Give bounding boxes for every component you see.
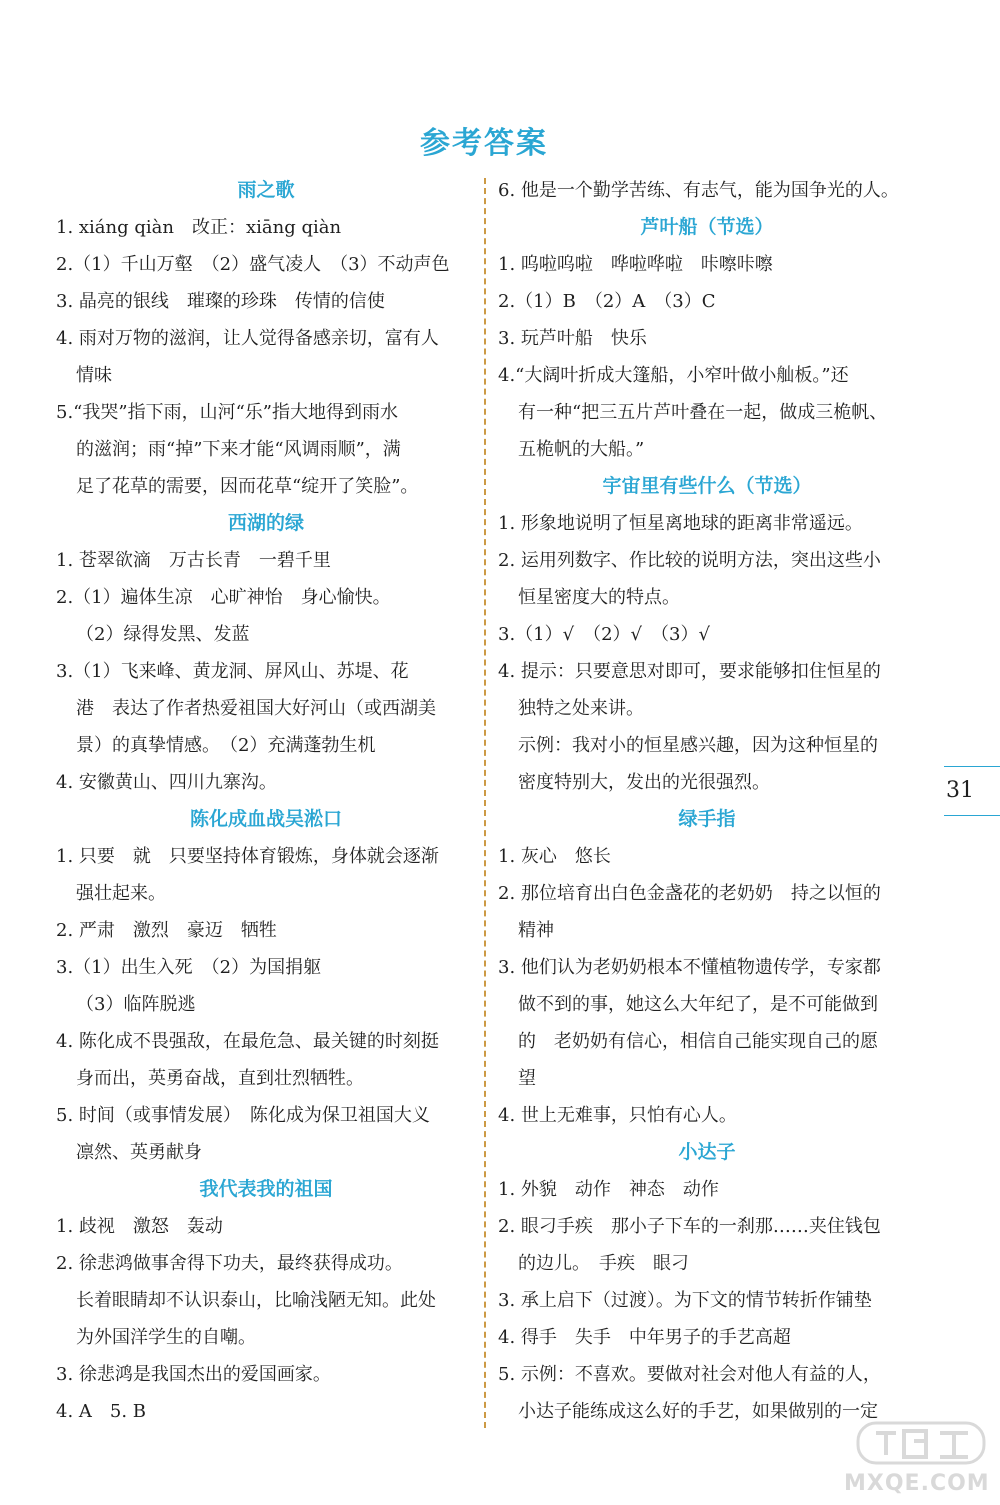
answer-continuation: 独特之处来讲。	[518, 698, 644, 719]
answer-line: 1. xiáng qiàn 改正：xiāng qiàn	[56, 217, 342, 238]
section-heading: 小达子	[678, 1141, 736, 1163]
answer-continuation: 身而出，英勇奋战，直到壮烈牺牲。	[76, 1068, 364, 1089]
answer-continuation: 凛然、英勇献身	[76, 1142, 202, 1163]
answer-line: 3.（1）出生入死 （2）为国捐躯	[56, 957, 322, 978]
answer-line: 1. 外貌 动作 神态 动作	[498, 1179, 719, 1200]
watermark-logo	[826, 1417, 990, 1497]
answer-line: 4. 安徽黄山、四川九寨沟。	[56, 772, 277, 793]
left-answer-column	[56, 172, 476, 1430]
answer-continuation: 的 老奶奶有信心，相信自己能实现自己的愿	[518, 1031, 878, 1052]
answer-line: 3. 玩芦叶船 快乐	[498, 328, 647, 349]
page-number: 31	[946, 778, 974, 803]
answer-continuation: 有一种“把三五片芦叶叠在一起，做成三桅帆、	[518, 402, 888, 423]
answer-continuation: 五桅帆的大船。”	[518, 439, 645, 460]
page-number-tab	[944, 766, 1000, 816]
answer-line: 2.（1）千山万壑 （2）盛气凌人 （3）不动声色	[56, 254, 450, 275]
section-heading: 绿手指	[678, 808, 736, 830]
answer-continuation: 强壮起来。	[76, 883, 166, 904]
section-heading: 陈化成血战吴淞口	[189, 808, 342, 830]
answer-continuation: 的滋润；雨“掉”下来才能“风调雨顺”，满	[76, 439, 401, 460]
answer-continuation: 港 表达了作者热爱祖国大好河山（或西湖美	[76, 698, 436, 719]
answer-continuation: 情味	[76, 365, 112, 386]
answer-continuation: 恒星密度大的特点。	[518, 587, 680, 608]
answer-continuation: 的边儿。 手疾 眼刁	[518, 1253, 689, 1274]
answer-line: 4.“大阔叶折成大篷船，小窄叶做小舢板。”还	[498, 365, 849, 386]
answer-line: 2.（1）B （2）A （3）C	[498, 291, 716, 312]
watermark-site: MXQE.COM	[844, 1471, 990, 1496]
answer-line: 3.（1）飞来峰、黄龙洞、屏风山、苏堤、花	[56, 661, 409, 682]
page-title: 参考答案	[420, 126, 548, 161]
section-heading: 宇宙里有些什么（节选）	[602, 475, 812, 497]
answer-line: 3. 晶亮的银线 璀璨的珍珠 传情的信使	[56, 291, 385, 312]
answer-line: 4. 提示：只要意思对即可，要求能够扣住恒星的	[498, 661, 881, 682]
column-divider	[484, 178, 486, 1428]
answer-line: 3.（1）√ （2）√ （3）√	[498, 624, 710, 645]
answer-line: 6. 他是一个勤学苦练、有志气，能为国争光的人。	[498, 180, 899, 201]
right-answer-column	[498, 172, 916, 1430]
answer-line: 3. 承上启下（过渡）。为下文的情节转折作铺垫	[498, 1290, 872, 1311]
answer-line: 2. 那位培育出白色金盏花的老奶奶 持之以恒的	[498, 883, 881, 904]
answer-line: 4. 雨对万物的滋润，让人觉得备感亲切，富有人	[56, 328, 439, 349]
section-heading: 我代表我的祖国	[199, 1178, 333, 1200]
answer-line: 3. 徐悲鸿是我国杰出的爱国画家。	[56, 1364, 331, 1385]
answer-continuation: 密度特别大，发出的光很强烈。	[518, 772, 770, 793]
answer-continuation: 精神	[518, 920, 554, 941]
answer-line: 2. 严肃 激烈 豪迈 牺牲	[56, 920, 277, 941]
answer-line: 5.“我哭”指下雨，山河“乐”指大地得到雨水	[56, 402, 398, 423]
answer-continuation: （3）临阵脱逃	[76, 994, 196, 1015]
answer-continuation: 望	[518, 1068, 536, 1089]
answer-line: 2. 徐悲鸿做事舍得下功夫，最终获得成功。	[56, 1253, 403, 1274]
answer-line: 4. 得手 失手 中年男子的手艺高超	[498, 1327, 791, 1348]
answer-line: 5. 示例：不喜欢。要做对社会对他人有益的人，	[498, 1364, 881, 1385]
answer-line: 2. 眼刁手疾 那小子下车的一刹那……夹住钱包	[498, 1216, 881, 1237]
answer-line: 1. 苍翠欲滴 万古长青 一碧千里	[56, 550, 331, 571]
answer-line: 4. 陈化成不畏强敌，在最危急、最关键的时刻挺	[56, 1031, 439, 1052]
answer-line: 2.（1）遍体生凉 心旷神怡 身心愉快。	[56, 587, 391, 608]
answer-line: 2. 运用列数字、作比较的说明方法，突出这些小	[498, 550, 881, 571]
section-heading: 芦叶船（节选）	[640, 216, 774, 238]
answer-line: 5. 时间（或事情发展） 陈化成为保卫祖国大义	[56, 1105, 430, 1126]
answer-continuation: 景）的真挚情感。 （2）充满蓬勃生机	[76, 735, 376, 756]
answer-line: 3. 他们认为老奶奶根本不懂植物遗传学，专家都	[498, 957, 881, 978]
answer-line: 1. 灰心 悠长	[498, 846, 611, 867]
answer-line: 1. 只要 就 只要坚持体育锻炼，身体就会逐渐	[56, 846, 439, 867]
page-number-bottom-rule	[944, 815, 1000, 816]
answer-line: 4. 世上无难事，只怕有心人。	[498, 1105, 737, 1126]
answer-continuation: 做不到的事，她这么大年纪了，是不可能做到	[518, 994, 878, 1015]
answer-continuation: 为外国洋学生的自嘲。	[76, 1327, 256, 1348]
answer-continuation: （2）绿得发黑、发蓝	[76, 624, 250, 645]
answer-continuation: 小达子能练成这么好的手艺，如果做别的一定	[518, 1401, 878, 1422]
answer-line: 4. A 5. B	[56, 1401, 147, 1422]
section-heading: 雨之歌	[237, 179, 295, 201]
answer-line: 1. 歧视 激怒 轰动	[56, 1216, 223, 1237]
answer-continuation: 足了花草的需要，因而花草“绽开了笑脸”。	[76, 476, 419, 497]
answer-line: 1. 形象地说明了恒星离地球的距离非常遥远。	[498, 513, 863, 534]
answer-line: 1. 呜啦呜啦 哗啦哗啦 咔嚓咔嚓	[498, 254, 773, 275]
section-heading: 西湖的绿	[227, 512, 304, 534]
answer-continuation: 长着眼睛却不认识泰山，比喻浅陋无知。此处	[76, 1290, 436, 1311]
watermark-seal	[856, 1417, 986, 1469]
answer-continuation: 示例：我对小的恒星感兴趣，因为这种恒星的	[518, 735, 878, 756]
